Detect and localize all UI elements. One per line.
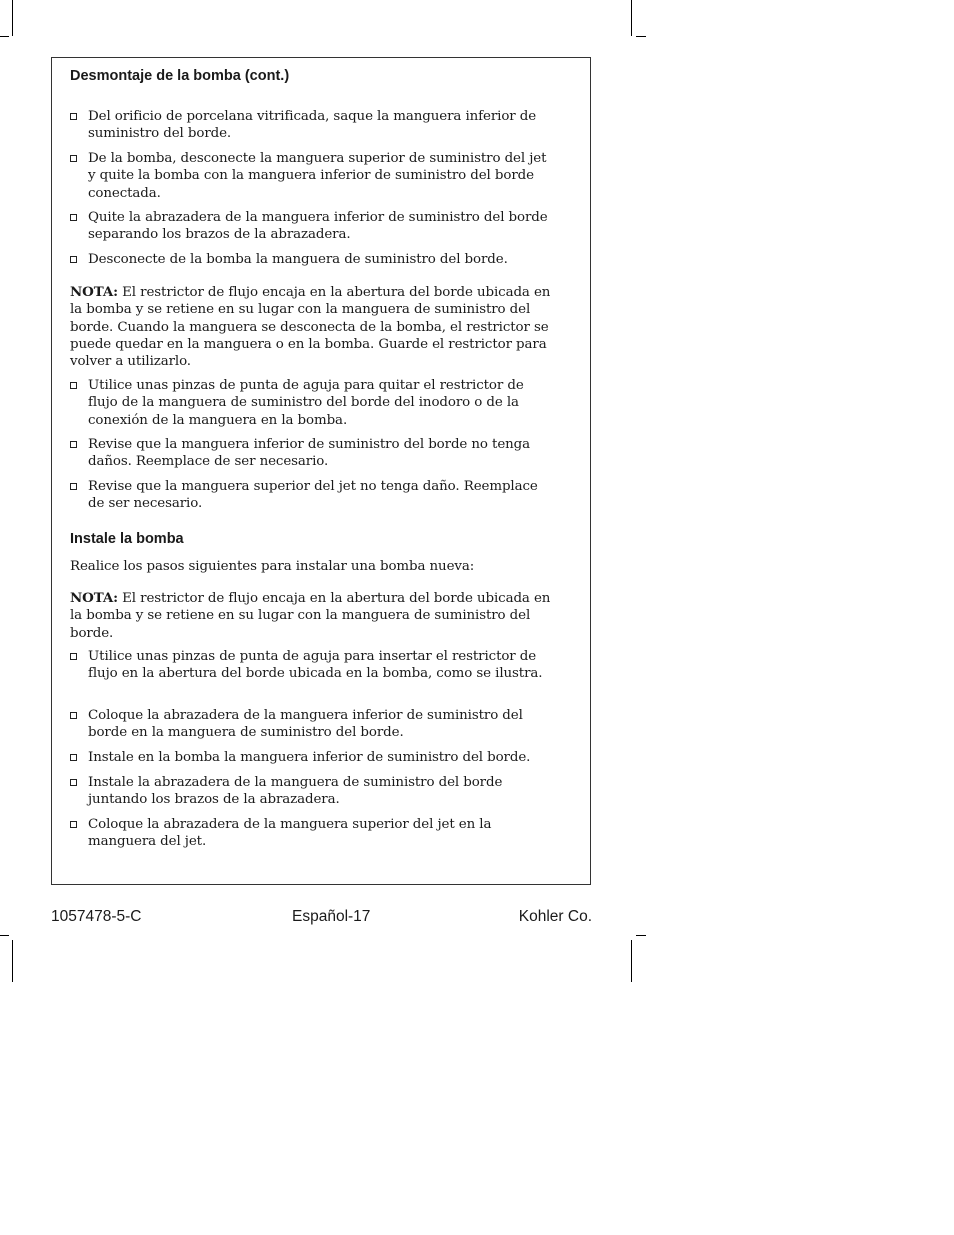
note-text: El restrictor de flujo encaja en la abertura del borde ubicada en la bomba y se retiene en su lugar con la manguera de suministro del borde. (70, 591, 551, 641)
content-frame (51, 57, 591, 885)
crop-mark (12, 940, 13, 982)
note-label: NOTA: (70, 284, 118, 300)
crop-mark (0, 36, 9, 37)
footer-page-number: Español-17 (292, 908, 371, 925)
list-item-text: Instale en la bomba la manguera inferior de suministro del borde. (88, 750, 531, 765)
crop-mark (631, 940, 632, 982)
intro-paragraph: Realice los pasos siguientes para instalar una bomba nueva: (70, 559, 475, 574)
checkbox-icon (70, 779, 77, 786)
list-item-text: Quite la abrazadera de la manguera inferior de suministro del borde separando los brazos de la abrazadera. (88, 210, 548, 243)
crop-mark (631, 0, 632, 36)
list-item-text: Revise que la manguera inferior de suministro del borde no tenga daños. Reemplace de ser necesario. (88, 437, 531, 470)
list-item-text: Utilice unas pinzas de punta de aguja para quitar el restrictor de flujo de la manguera de suministro del borde del inodoro o de la conexión de la manguera en la bomba. (88, 378, 524, 428)
section-heading-install: Instale la bomba (70, 531, 184, 547)
list-item-text: Desconecte de la bomba la manguera de suministro del borde. (88, 252, 508, 267)
checkbox-icon (70, 256, 77, 263)
footer-company: Kohler Co. (518, 908, 592, 925)
section-heading-removal: Desmontaje de la bomba (cont.) (70, 68, 290, 84)
list-item-text: Utilice unas pinzas de punta de aguja para insertar el restrictor de flujo en la abertura del borde ubicada en la bomba, como se ilustra. (88, 649, 543, 682)
crop-mark (12, 0, 13, 36)
checkbox-icon (70, 382, 77, 389)
list-item-text: Del orificio de porcelana vitrificada, saque la manguera inferior de suministro del borde. (88, 109, 537, 142)
list-item-text: Instale la abrazadera de la manguera de suministro del borde juntando los brazos de la abrazadera. (88, 775, 503, 808)
crop-mark (636, 36, 646, 37)
crop-mark (0, 935, 9, 936)
list-item-text: De la bomba, desconecte la manguera superior de suministro del jet y quite la bomba con la manguera inferior de suministro del borde conectada. (88, 151, 547, 201)
list-item-text: Coloque la abrazadera de la manguera inferior de suministro del borde en la manguera de suministro del borde. (88, 708, 523, 741)
checkbox-icon (70, 653, 77, 660)
list-item-text: Revise que la manguera superior del jet no tenga daño. Reemplace de ser necesario. (88, 479, 538, 512)
note-paragraph (70, 590, 560, 642)
checkbox-icon (70, 483, 77, 490)
checkbox-icon (70, 155, 77, 162)
footer-doc-number: 1057478-5-C (51, 908, 142, 925)
checkbox-icon (70, 113, 77, 120)
checkbox-icon (70, 712, 77, 719)
checkbox-icon (70, 441, 77, 448)
crop-mark (636, 935, 646, 936)
checkbox-icon (70, 214, 77, 221)
checkbox-icon (70, 754, 77, 761)
checkbox-icon (70, 821, 77, 828)
note-label: NOTA: (70, 590, 118, 606)
list-item-text: Coloque la abrazadera de la manguera superior del jet en la manguera del jet. (88, 817, 492, 850)
note-text: El restrictor de flujo encaja en la abertura del borde ubicada en la bomba y se retiene en su lugar con la manguera de suministro del borde. Cuando la manguera se desconecta de la bomba, el restrictor se puede quedar en la manguera o en la bomba. Guarde el restrictor para volver a utilizarlo. (70, 285, 551, 370)
note-paragraph (70, 284, 560, 370)
